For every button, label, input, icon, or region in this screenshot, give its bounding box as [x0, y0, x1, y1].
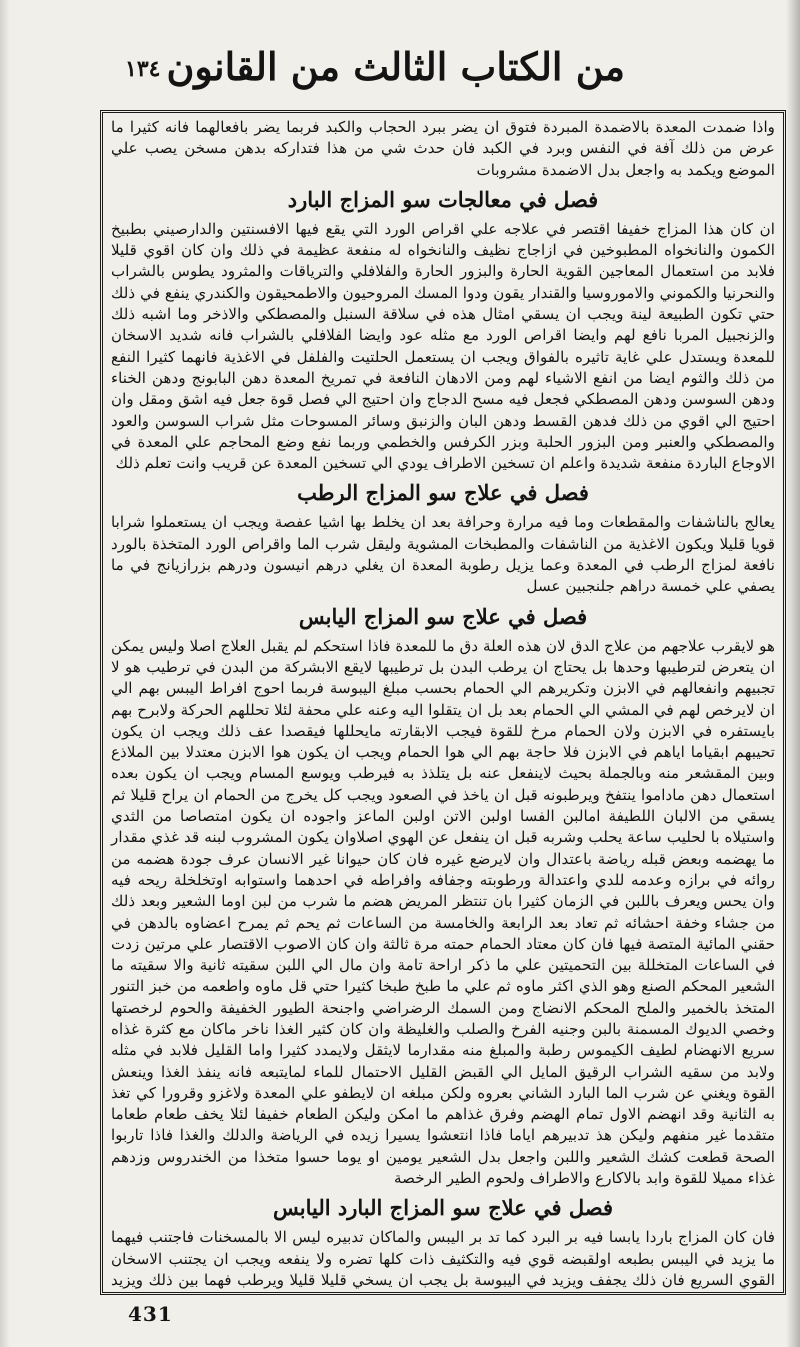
- section-heading-moist: فصل في علاج سو المزاج الرطب: [297, 480, 589, 506]
- section-body-cold: ان كان هذا المزاج خفيفا اقتصر في علاجه علي اقراص الورد التي يقع فيها الافسنتين والدارصيني بطبيخ الكمون والنانخواه المطبوخين في ازاجاج نظيف والنانخواه له منفعة عظيمة في ذلك وان كان اقوي قليلا فلابد من استعمال المعاجين القوية الحارة والبزور الحارة والفلافلي والترياقات والمثرود يطوس بالشراب والنحرنيا والكموني والاموروسيا والقندار يقون ودوا المسك المروحيون والاطمحيقون والكندري ينفع في ذلك حتي تكون الطبيعة لينة ويجب ان يسقي امثال هذه في سلاقة السنبل والمصطكي والاذخر وما اشبه ذلك والزنجبيل المربا نافع لهم وايضا اقراص الورد مع مثله عود وايضا الفلافلي بالشراب فانه شديد الاسخان للمعدة ويستدل علي غاية تاثيره بالفواق ويجب ان يستعمل الحلتيت والفلفل في الاغذية فانهما كثيرا النفع من ذلك والثوم ايضا من انفع الاشياء لهم ومن الادهان النافعة في تمريخ المعدة دهن البابونج ودهن الخناء ودهن السوسن ودهن المصطكي فجعل فيه مسح الدجاج وان احتيج الي فصل قوة جعل فيه اشق ومقل وان احتيج الي اقوي من ذلك فدهن القسط ودهن البان والزنبق وسائر المسوحات مثل شراب السوسن والعود والمصطكي والعنبر ومن البزور الحلبة وبزر الكرفس والخطمي وربما نفع وضع المحاجم علي المعدة في الاوجاع الباردة منفعة شديدة واعلم ان تسخين الاطراف يودي الي تسخين المعدة عن قريب وانت تعلم ذلك: [111, 219, 775, 473]
- scan-shadow-right: [786, 0, 800, 1347]
- running-head-title: من الكتاب الثالث من القانون: [166, 44, 625, 89]
- section-body-dry: هو لايقرب علاجهم من علاج الدق لان هذه العلة دق ما للمعدة فاذا استحكم لم يقبل العلاج اصلا وليس يمكن ان يتعرض لترطيبها وحدها بل يحتاج ان يرطب البدن بل ترطيبها لايقع الابشركة من البدن في ترطيب هو لا تجبيهم وانفعالهم في الابزن وتكريرهم الي الحمام بحسب مبلغ اليبوسة فربما احوج افراط اليبس بهم الي ان لايرخص لهم في المشي الي الحمام بعد بل ان يتقلوا اليه وعنه علي محفة لئلا تحللهم الحركة ولابرح بهم بايستفره في الابزن ولان الحمام مرخ للقوة فيجب الابقارته مايحللها فيقصدا عف ذلك ويجب ان يكون تحيبهم ابقياما اياهم في الابزن فلا حاجة بهم الي هوا الحمام ويجب ان يكون هوا الابزن معتدلا بين الملاذع وبين المقشعر منه وبالجملة بحيث لاينفعل عنه بل يتلذذ به فيرطب ويوسع المسام ويجب ان يكون بعده استعمال دهن ماداموا ينتفخ ويرطبونه قبل ان ياخذ في الصعود ويجب كل يخرج من الحمام ان يراح قليلا ثم يسقي من الالبان اللطيفة امالبن الفسا اولبن الاتن اولبن الماعز واجوده ان يكون امتصاصا من الثدي واستيلاه با لحليب ساعة يحلب وشربه قبل ان ينفعل عن الهوي اصلاوان يكون المشروب لبنه قد غذي مقدار ما يهضمه وبعض قبله رياضة باعتدال وان لايرضع غيره فان كان حيوانا غير الانسان عرف جودة هضمه من روائه في برازه وعدمه للدي واعتدالة ورطوبته وجفافه وافراطه في احدهما واستوابه اوتخلخلة ريحه فيه وان يحس ويعرف باللبن في الزمان كثيرا بان تنتظر المريض هضم ما شرب من لبن اوما الشعير وبعد ذلك من جشاء وخفة احشائه ثم تعاد بعد الرابعة والخامسة من الساعات ثم يحم ثم يمرح اعضاوه بالدهن في حقني المائية المتصة فيها فان كان معتاد الحمام حمته مرة ثالثة وان كان الاصوب الاقتصار علي مرتين زدت في الساعات المتخللة بين التحميتين علي ما ذكر اراحة تامة وان مال الي اللبن سقيته ثانية والا سقيته ما الشعير المحكم الصنع وهو الذي اكثر ماوه ثم علي ما طبخ طبخا كثيرا حتي قل ماوه واطعمه من خبز التنور المتخذ بالخمير والملح المحكم الانضاج ومن السمك الرضراضي واجنحة الطيور الخفيفة والحوم لرخصتها وخصي الديوك المسمنة بالبن وجنيه الفرخ والصلب والغليظة وان كان كثير الغذا ناخر ماكان مع كثرة غذاه سريع الانهضام لطيف الكيموس رطبة والمبلغ منه مقدارما لايثقل ولايمدد كثيرا واما القليل فلابد في مثله ولابد من سقيه الشراب الرقيق المايل الي القبض القليل الاحتمال للماء لمايتبعه فانه ينفذ الغذا وينعش القوة ويغني عن شرب الما البارد الشاني بعروه ولكن مبلغه ان لايطفو علي المعدة ولاغزو وقرورا كي تغذ به الثانية وقد انهضم الاول تمام الهضم وفرق غذاهم ما امكن وليكن الطعام خفيفا لئلا يخف طعام طعاما متقدما غير منفهم وليكن هذ تدبيرهم اياما فاذا انتعشوا يسيرا زيده في الرياضة والدلك والغذا فاذا تاربوا الصحة قطعت كشك الشعير واللبن واجعل بدل الشعير يومين او يوما حسوا متخذا من الخندروس وزدهم غذاء مميلا للقوة وابد بالاكارع والاطراف ولحوم الطير الرخصة: [111, 636, 775, 1188]
- intro-paragraph: واذا ضمدت المعدة بالاضمدة المبردة فتوق ان يضر ببرد الحجاب والكبد فربما يضر بافعالهما فانه كثيرا ما عرض من ذلك آفة في النفس وبرد في الكبد فان حدث شي من هذا فتداركه بدهن مسخن يصب علي الموضع ويكمد به واجعل بدل الاضمدة مشروبات: [111, 118, 775, 179]
- scan-shadow-left: [0, 0, 10, 1347]
- page-number-top: ١٣٤: [125, 56, 161, 82]
- section-heading-cold-dry: فصل في علاج سو المزاج البارد اليابس: [272, 1195, 614, 1221]
- section-body-moist: يعالج بالناشفات والمقطعات وما فيه مرارة وحرافة بعد ان يخلط بها اشيا عفصة ويجب ان يستعملوا شرابا قويا قليلا ويكون الاغذية من الناشفات والمطبخات المشوية وليقل شرب الما واقراص الورد المتخذة بالورد نافعة لمزاج الرطب في المعدة وعما يزيل رطوبة المعدة ان يغلي درهم انيسون ودرهم بزرازيانج في ما يصفي علي خمسة دراهم جلنجبين عسل: [111, 513, 775, 596]
- page-header: [0, 40, 800, 110]
- section-heading-dry: فصل في علاج سو المزاج اليابس: [298, 603, 588, 629]
- text-frame: [100, 110, 786, 1295]
- page-number-bottom: 431: [128, 1302, 173, 1326]
- section-heading-cold: فصل في معالجات سو المزاج البارد: [287, 186, 599, 212]
- section-body-cold-dry: فان كان المزاج باردا يابسا فيه بر البرد كما تد بر اليبس والماكان تدبيره ليس الا بالمسخنات فاجتنب فيهما ما يزيد في اليبس بطبعه اولقبضه قوي فيه والتكثيف ذات كلها تضره ولا ينفعه ويجب ان يجتنب الاسخان القوي السريع فان ذلك يجفف ويزيد في اليبوسة بل يجب ان يسخي قليلا قليلا ويرطب فهما بين ذلك ويزيد: [111, 1228, 775, 1289]
